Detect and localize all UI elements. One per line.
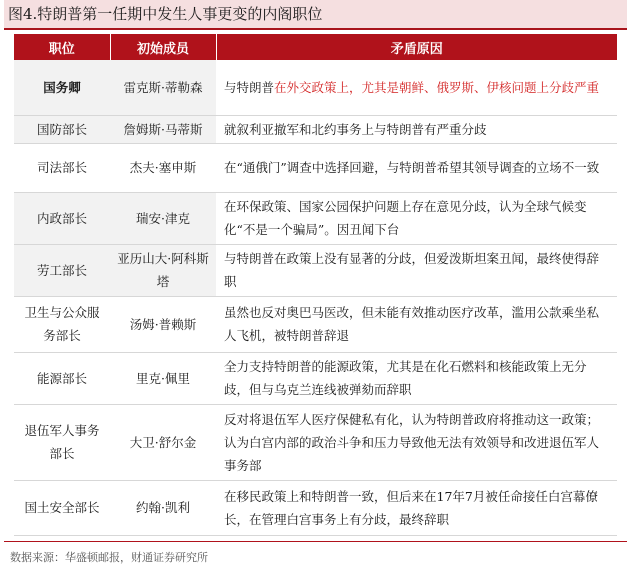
member-cell: 詹姆斯·马蒂斯	[110, 115, 216, 143]
table-row	[14, 404, 617, 480]
member-cell: 约翰·凯利	[110, 480, 216, 535]
position-cell: 劳工部长	[14, 244, 110, 296]
member-cell: 亚历山大·阿科斯塔	[110, 244, 216, 296]
table-row	[14, 143, 617, 192]
reason-cell	[216, 60, 617, 115]
table-header-row	[14, 34, 617, 60]
position-cell: 国防部长	[14, 115, 110, 143]
position-cell: 司法部长	[14, 143, 110, 192]
member-cell: 大卫·舒尔金	[110, 404, 216, 480]
source-note: 数据来源：华盛顿邮报，财通证券研究所	[10, 551, 208, 564]
position-cell: 卫生与公众服务部长	[14, 296, 110, 352]
member-cell: 里克·佩里	[110, 352, 216, 404]
header-position: 职位	[14, 34, 110, 60]
reason-cell: 在“通俄门”调查中选择回避，与特朗普希望其领导调查的立场不一致	[216, 143, 617, 192]
member-cell: 雷克斯·蒂勒森	[110, 60, 216, 115]
member-cell: 汤姆·普赖斯	[110, 296, 216, 352]
table-row	[14, 60, 617, 115]
reason-cell: 反对将退伍军人医疗保健私有化，认为特朗普政府将推动这一政策；认为白宫内部的政治斗争和压力导致他无法有效领导和改进退伍军人事务部	[216, 404, 617, 480]
header-member: 初始成员	[110, 34, 216, 60]
member-cell: 瑞安·津克	[110, 192, 216, 244]
member-cell: 杰夫·塞申斯	[110, 143, 216, 192]
table-row	[14, 192, 617, 244]
header-reason: 矛盾原因	[216, 34, 617, 60]
position-cell: 国土安全部长	[14, 480, 110, 535]
table-row	[14, 115, 617, 143]
reason-cell: 虽然也反对奥巴马医改，但未能有效推动医疗改革，滥用公款乘坐私人飞机，被特朗普辞退	[216, 296, 617, 352]
position-cell: 内政部长	[14, 192, 110, 244]
reason-cell: 在移民政策上和特朗普一致，但后来在17年7月被任命接任白宫幕僚长，在管理白宫事务上有分歧，最终辞职	[216, 480, 617, 535]
table-row	[14, 352, 617, 404]
table-row	[14, 480, 617, 535]
footer-divider	[4, 541, 627, 542]
position-cell: 国务卿	[14, 60, 110, 115]
cabinet-changes-table	[14, 34, 617, 536]
figure-title: 图4.特朗普第一任期中发生人事更变的内阁职位	[4, 0, 627, 30]
table-row	[14, 244, 617, 296]
reason-cell: 与特朗普在政策上没有显著的分歧，但爱泼斯坦案丑闻，最终使得辞职	[216, 244, 617, 296]
position-cell: 能源部长	[14, 352, 110, 404]
position-cell: 退伍军人事务部长	[14, 404, 110, 480]
reason-cell: 全力支持特朗普的能源政策，尤其是在化石燃料和核能政策上无分歧，但与乌克兰连线被弹劾而辞职	[216, 352, 617, 404]
reason-cell: 在环保政策、国家公园保护问题上存在意见分歧，认为全球气候变化“不是一个骗局”。因丑闻下台	[216, 192, 617, 244]
reason-cell: 就叙利亚撤军和北约事务上与特朗普有严重分歧	[216, 115, 617, 143]
table-row	[14, 296, 617, 352]
reason-highlight: 在外交政策上，尤其是朝鲜、俄罗斯、伊核问题上分歧严重	[274, 79, 600, 95]
reason-text: 与特朗普	[224, 79, 275, 95]
